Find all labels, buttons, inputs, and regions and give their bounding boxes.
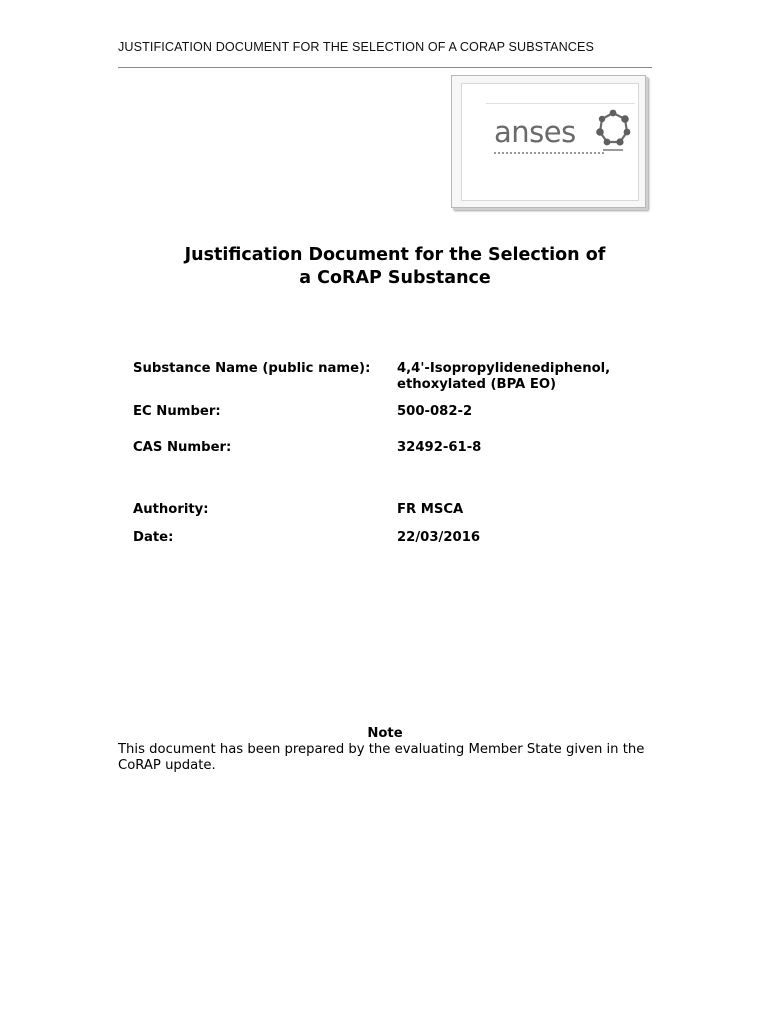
logo-panel bbox=[461, 83, 639, 201]
cas-number-label: CAS Number: bbox=[133, 440, 232, 455]
note-body: This document has been prepared by the evaluating Member State given in the CoRAP update. bbox=[118, 742, 645, 773]
logo-wordmark: anses bbox=[494, 115, 576, 149]
running-header: JUSTIFICATION DOCUMENT FOR THE SELECTION OF A CORAP SUBSTANCES bbox=[118, 40, 594, 54]
title-line-1: Justification Document for the Selection of bbox=[184, 245, 606, 265]
logo-tagline bbox=[494, 152, 604, 156]
logo-frame bbox=[451, 75, 646, 208]
title-line-2: a CoRAP Substance bbox=[299, 268, 491, 288]
substance-name-value bbox=[397, 361, 647, 393]
anses-logo bbox=[486, 103, 635, 165]
substance-name-label: Substance Name (public name): bbox=[133, 361, 371, 376]
substance-name-value-line-2: ethoxylated (BPA EO) bbox=[397, 377, 557, 392]
authority-value: FR MSCA bbox=[397, 502, 464, 517]
document-title bbox=[140, 244, 650, 290]
ec-number-label: EC Number: bbox=[133, 404, 221, 419]
date-value: 22/03/2016 bbox=[397, 530, 481, 545]
cas-number-value: 32492-61-8 bbox=[397, 440, 482, 455]
molecule-icon bbox=[591, 106, 635, 156]
note-title: Note bbox=[367, 726, 403, 741]
authority-label: Authority: bbox=[133, 502, 209, 517]
date-label: Date: bbox=[133, 530, 174, 545]
ec-number-value: 500-082-2 bbox=[397, 404, 473, 419]
header-divider bbox=[118, 67, 652, 68]
substance-name-value-line-1: 4,4'-Isopropylidenediphenol, bbox=[397, 361, 611, 376]
